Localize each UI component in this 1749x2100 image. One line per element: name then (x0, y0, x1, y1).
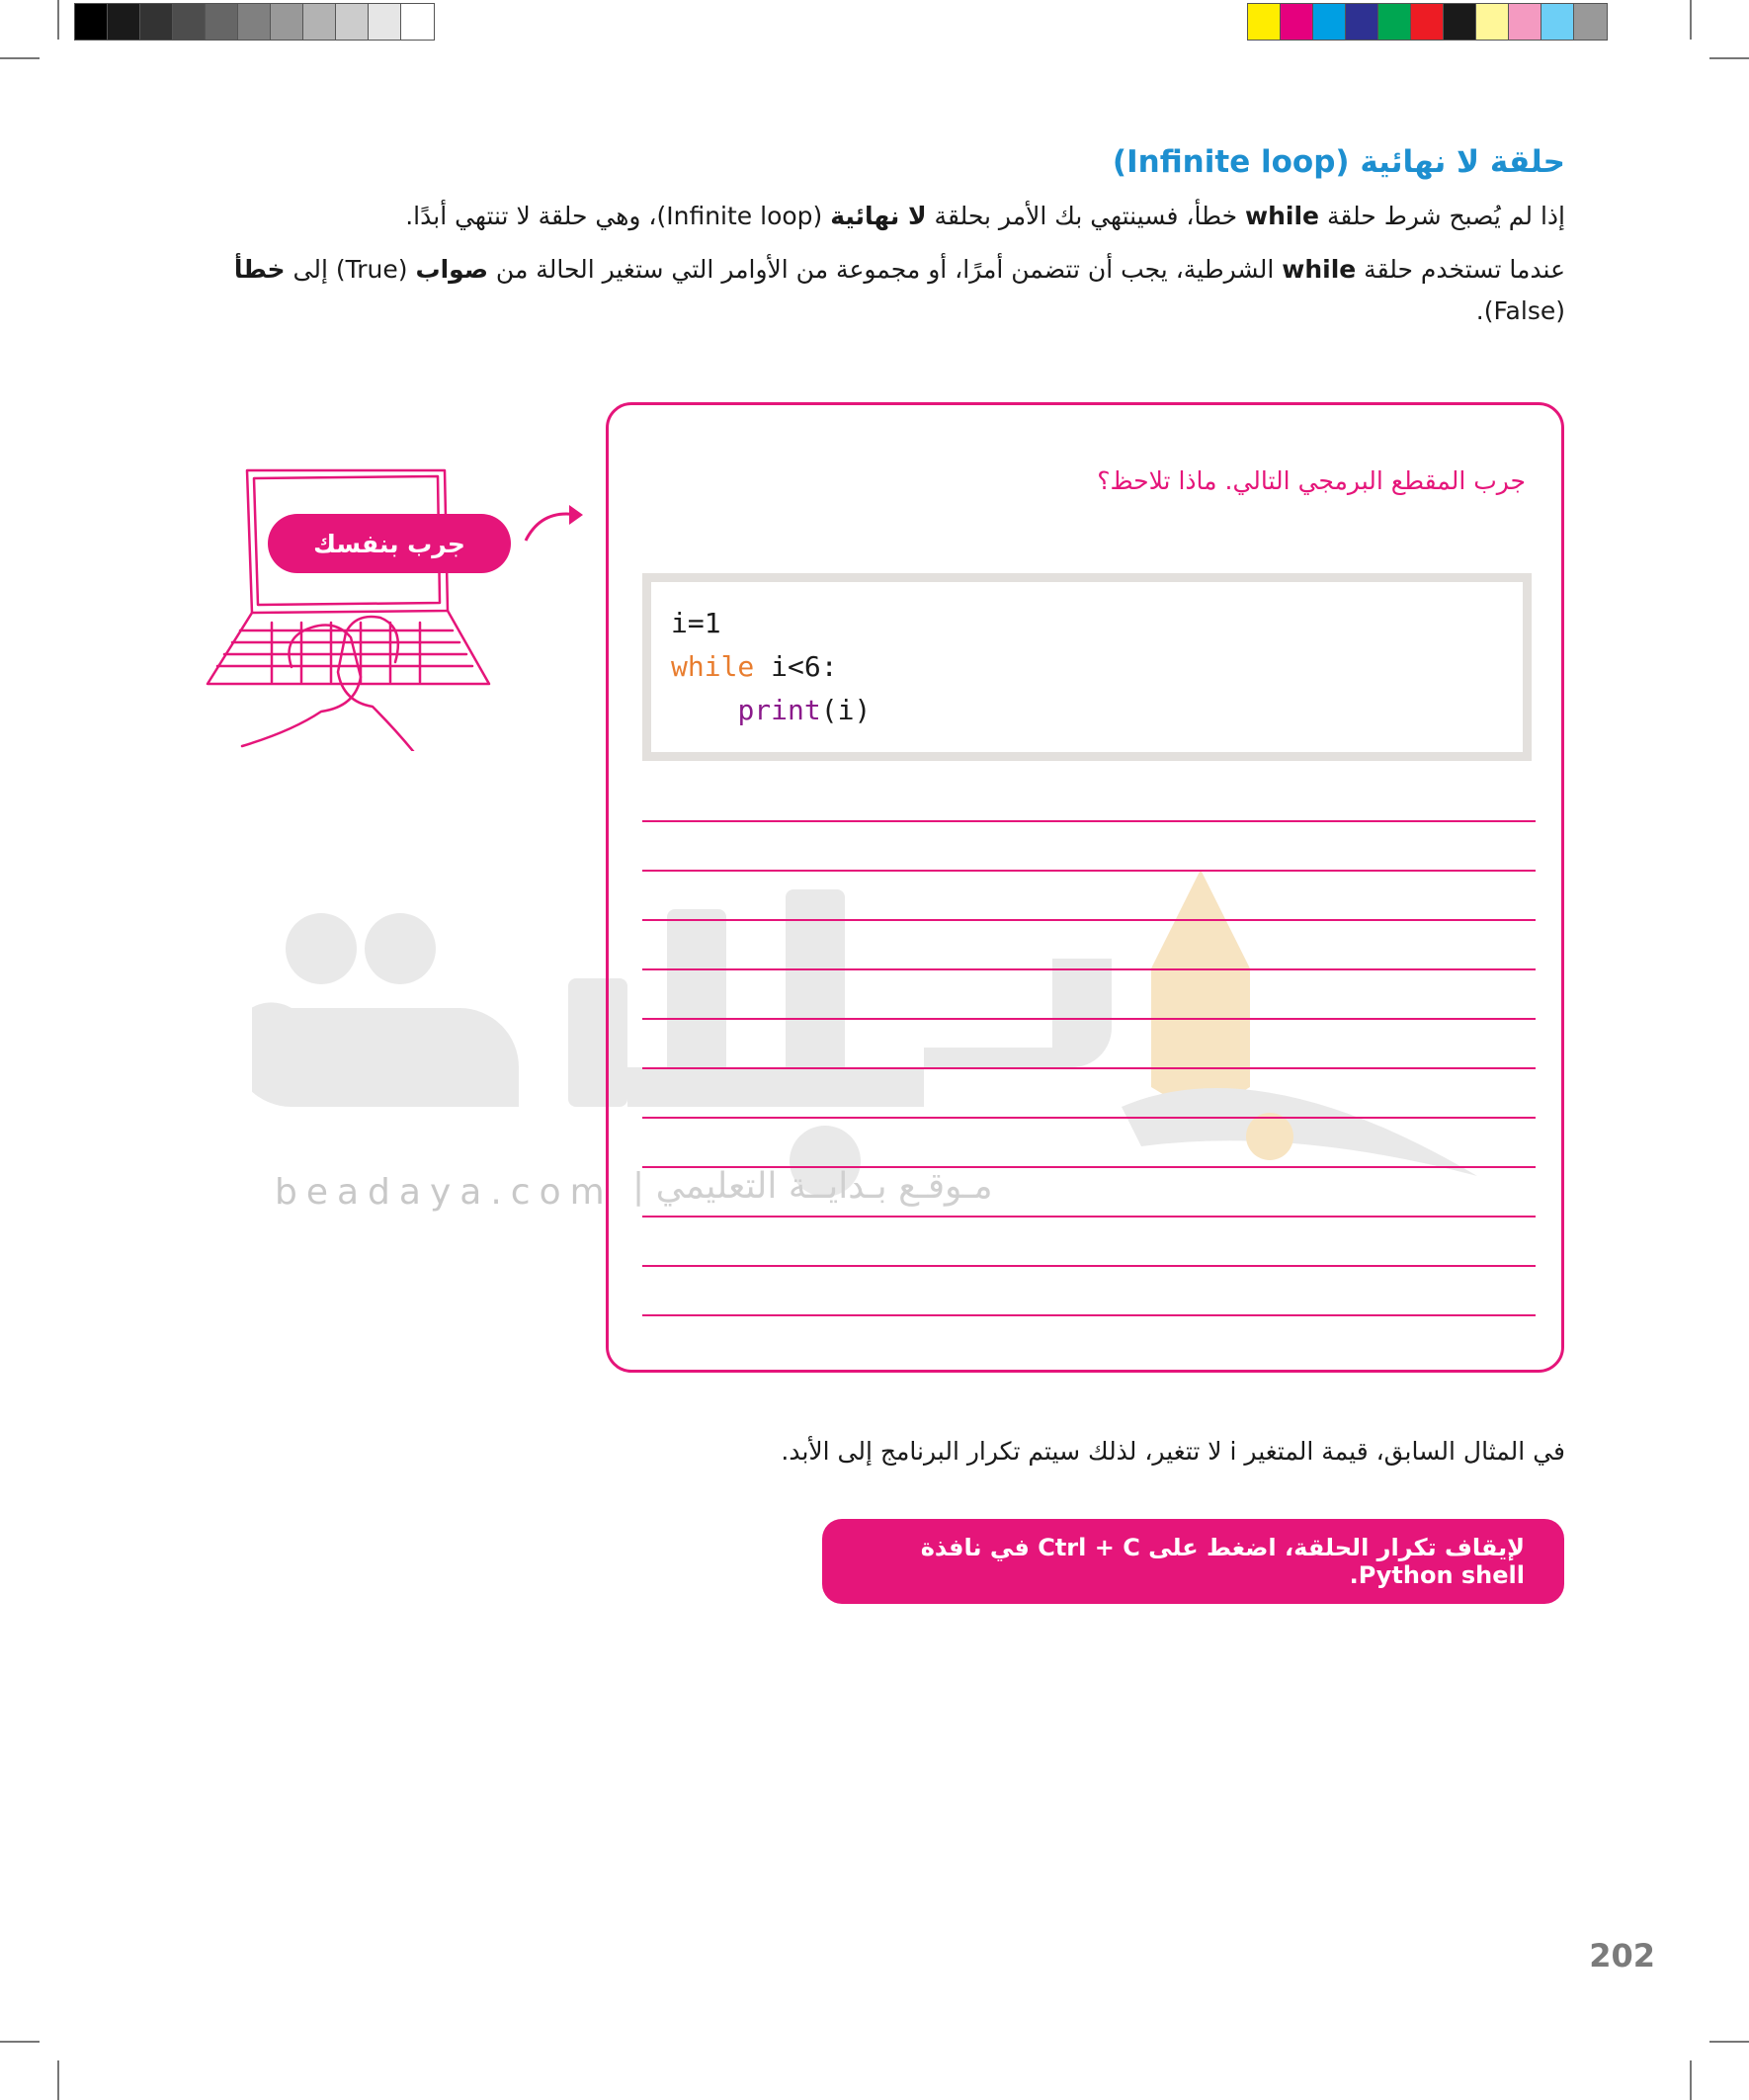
color-swatch (1313, 4, 1346, 40)
try-yourself-badge: جرب بنفسك (268, 514, 511, 573)
color-swatch (271, 4, 303, 40)
keyword-while: while (1245, 202, 1320, 230)
shortcut-text: Ctrl + C (1038, 1534, 1140, 1561)
text: (True) إلى (285, 255, 416, 284)
try-yourself-box (606, 402, 1564, 1373)
arrow-icon (522, 499, 587, 546)
term-true: صواب (415, 255, 488, 284)
code-text: (i) (820, 694, 872, 726)
crop-mark (0, 2041, 40, 2043)
section-title: حلقة لا نهائية (Infinite loop) (1112, 144, 1565, 180)
color-swatch (1378, 4, 1411, 40)
answer-line[interactable] (642, 820, 1536, 822)
color-swatch (336, 4, 369, 40)
color-swatch (1248, 4, 1281, 40)
watermark-domain: beadaya.com (275, 1172, 614, 1213)
watermark-tagline: مـوقـع بـدايــة التعليمي | (632, 1166, 993, 1207)
term-false: خطأ (233, 255, 286, 284)
answer-line[interactable] (642, 1216, 1536, 1218)
text: لإيقاف تكرار الحلقة، اضغط على (1139, 1534, 1525, 1561)
conclusion-paragraph: في المثال السابق، قيمة المتغير i لا تتغير، لذلك سيتم تكرار البرنامج إلى الأبد. (781, 1437, 1565, 1466)
answer-line[interactable] (642, 1018, 1536, 1020)
answer-line[interactable] (642, 1067, 1536, 1069)
keyword-while: while (671, 650, 755, 683)
tip-text (822, 1534, 1525, 1589)
text: خطأ، فسينتهي بك الأمر بحلقة (926, 202, 1246, 230)
color-swatch (401, 4, 434, 40)
keyword-while: while (1282, 255, 1357, 284)
answer-line[interactable] (642, 968, 1536, 970)
function-print: print (737, 694, 821, 726)
explanation-paragraph (187, 249, 1565, 332)
color-swatch (303, 4, 336, 40)
answer-line[interactable] (642, 1117, 1536, 1119)
crop-mark (0, 57, 40, 59)
term-infinite: لا نهائية (830, 202, 927, 230)
color-swatch (369, 4, 401, 40)
answer-line[interactable] (642, 1314, 1536, 1316)
code-snippet (642, 573, 1532, 761)
answer-line[interactable] (642, 1166, 1536, 1168)
color-swatch (1411, 4, 1444, 40)
answer-line[interactable] (642, 1265, 1536, 1267)
color-swatch (1476, 4, 1509, 40)
color-swatch (1574, 4, 1607, 40)
text: عندما تستخدم حلقة (1356, 255, 1565, 284)
try-prompt: جرب المقطع البرمجي التالي. ماذا تلاحظ؟ (1097, 466, 1526, 495)
crop-mark (1690, 0, 1692, 40)
color-swatch (173, 4, 206, 40)
text: . (1349, 1561, 1359, 1589)
text: الشرطية، يجب أن تتضمن أمرًا، أو مجموعة من الأوامر التي ستغير الحالة من (487, 255, 1283, 284)
color-swatch (140, 4, 173, 40)
answer-line[interactable] (642, 870, 1536, 872)
crop-mark (1690, 2060, 1692, 2100)
color-swatch (1509, 4, 1541, 40)
color-swatch (1444, 4, 1476, 40)
grayscale-color-bar (74, 3, 435, 41)
color-swatch (108, 4, 140, 40)
crop-mark (1709, 2041, 1749, 2043)
page-number: 202 (1589, 1937, 1655, 1974)
color-swatch (1346, 4, 1378, 40)
color-swatch (75, 4, 108, 40)
crop-mark (57, 2060, 59, 2100)
color-swatch (1281, 4, 1313, 40)
app-name: Python shell (1358, 1561, 1525, 1589)
intro-paragraph (187, 196, 1565, 237)
color-swatch (1541, 4, 1574, 40)
answer-line[interactable] (642, 919, 1536, 921)
color-swatch (206, 4, 238, 40)
crop-mark (1709, 57, 1749, 59)
code-line-3 (671, 689, 1523, 732)
cmyk-color-bar (1247, 3, 1608, 41)
crop-mark (57, 0, 59, 40)
tip-banner (822, 1519, 1564, 1604)
text: (Infinite loop)، وهي حلقة لا تنتهي أبدًا. (405, 202, 831, 230)
code-text: i<6: (754, 650, 838, 683)
text: في نافذة (920, 1534, 1039, 1561)
code-line-2 (671, 645, 1523, 689)
code-line-1: i=1 (671, 607, 721, 639)
color-swatch (238, 4, 271, 40)
text: (False). (1475, 296, 1565, 325)
text: إذا لم يُصبح شرط حلقة (1319, 202, 1565, 230)
